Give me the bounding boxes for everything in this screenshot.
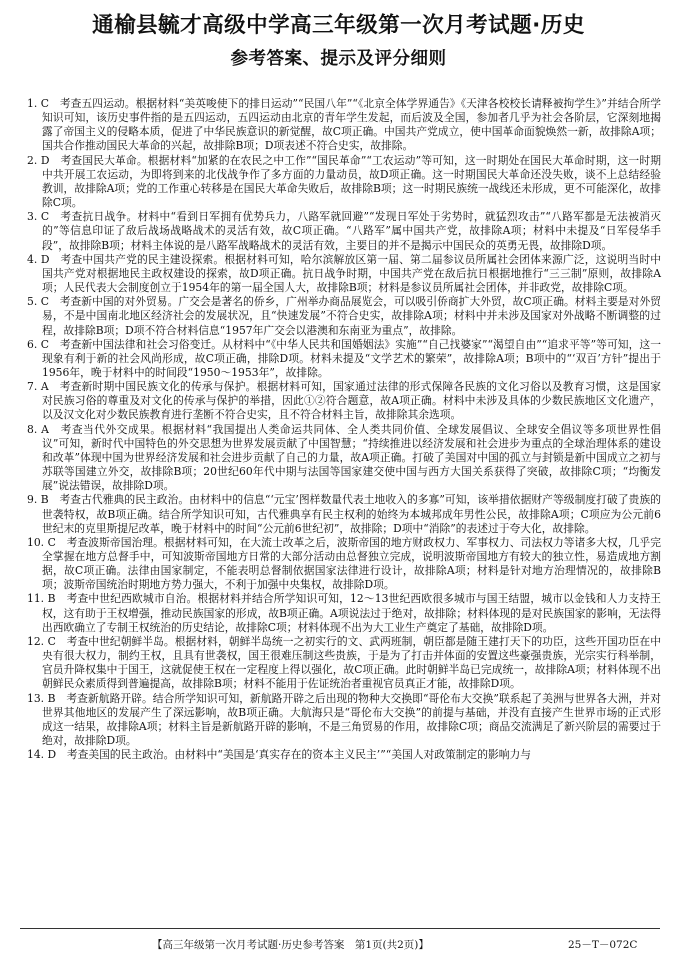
answer-item-12: 12. C 考查中世纪朝鲜半岛。根据材料，朝鲜半岛统一之初实行的文、武两班制，朝臣都是随王建打天下的功臣，这些开国功臣在中央有很大权力，制约王权，且具有世袭权，国王很难压制这些贵族，于是为了打击并体面的安置这些豪强贵族，光宗实行科举制，官员升降权集中于国王，这就促使王权在一定程度上得以强化，故C项正确。此时朝鲜半岛已完成统一，故排除A项；材料体现不出朝鲜民众素质得到普遍提高，故排除B项；材料不能用于佐证统治者重视官员真正才能，故排除D项。	[27, 634, 661, 691]
footer-page-info: 【高三年级第一次月考试题·历史参考答案 第1页(共2页)】	[152, 939, 429, 951]
page-subtitle: 参考答案、提示及评分细则	[230, 49, 447, 69]
answer-item-14: 14. D 考查美国的民主政治。由材料中“美国是‘真实存在的资本主义民主’”“美国人对政策制定的影响力与	[27, 748, 531, 762]
answer-item-13: 13. B 考查新航路开辟。结合所学知识可知，新航路开辟之后出现的物种大交换即“哥伦布大交换”联系起了美洲与世界各大洲，并对世界其他地区的发展产生了深远影响，故B项正确。大航海只是“哥伦布大交换”的前提与基础，并没有直接产生世界市场的正式形成这一结果，故排除A项；材料主旨是新航路开辟的影响，不是三角贸易的作用，故排除C项；商品交流满足了新兴阶层的需要过于绝对，故排除D项。	[27, 691, 661, 748]
answer-list	[27, 97, 661, 762]
answer-item-1: 1. C 考查五四运动。根据材料“美英唆使下的排日运动”“民国八年”“《北京全体学界通告》《天津各校校长请释被拘学生》”并结合所学知识可知，该历史事件指的是五四运动，五四运动由北京的青年学生发起，而后波及全国，参加者几乎为社会各阶层，它深刻地揭露了帝国主义的侵略本质，促进了中华民族意识的新觉醒，故C项正确。中国共产党成立，使中国革命面貌焕然一新，故排除A项；国共合作推动国民大革命的兴起，故排除B项；D项表述不符合史实，故排除。	[27, 97, 661, 153]
answer-item-7: 7. A 考查新时期中国民族文化的传承与保护。根据材料可知，国家通过法律的形式保障各民族的文化习俗以及教育习惯，这是国家对民族习俗的尊重及对文化的传承与保护的举措，因此①②符合题意，故A项正确。材料中未涉及具体的少数民族地区文化遗产，以及汉文化对少数民族教育进行垄断不符合史实，且不符合材料主旨，故排除其余选项。	[27, 380, 661, 422]
answer-item-9: 9. B 考查古代雅典的民主政治。由材料中的信息“‘元宝’图样数量代表土地收入的多寡”可知，该举措依据财产等级制度打破了贵族的世袭特权，故B项正确。结合所学知识可知，古代雅典享有民主权利的始终为本城邦成年男性公民，故排除A项；C项应为公元前6世纪末的克里斯提尼改革，晚于材料中的时间“公元前6世纪初”，故排除；D项中“消除”的表述过于夸大化，故排除。	[27, 493, 661, 535]
footer-exam-code: 25－T－072C	[568, 939, 638, 951]
answer-item-11: 11. B 考查中世纪西欧城市自治。根据材料并结合所学知识可知，12～13世纪西欧很多城市与国王结盟，城市以金钱和人力支持王权，这有助于王权增强，推动民族国家的形成，故B项正确。A项说法过于绝对，故排除；材料体现的是对民族国家的影响，无法得出西欧确立了专制王权统治的历史结论，故排除C项；材料体现不出为大工业生产奠定了基础，故排除D项。	[27, 592, 661, 634]
answer-item-4: 4. D 考查中国共产党的民主建设探索。根据材料可知，哈尔滨解放区第一届、第二届参议员所属社会团体来源广泛，这说明当时中国共产党对根据地民主政权建设的探索，故D项正确。抗日战争时期，中国共产党在敌后抗日根据地推行“三三制”原则，故排除A项；人民代表大会制度创立于1954年的第一届全国人大，故排除B项；材料是参议员所属社会团体，并非政党，故排除C项。	[27, 252, 661, 295]
footer-divider	[20, 928, 660, 929]
answer-item-2: 2. D 考查国民大革命。根据材料“加紧的在农民之中工作”“国民革命”“工农运动”等可知，这一时期处在国民大革命时期，这一时期中共开展工农运动，为即将到来的北伐战争作了多方面的力量动员，故D项正确。这一时期国民大革命还没失败，谈不上总结经验教训，故排除A项；党的工作重心转移是在国民大革命失败后，故排除B项；这一时期民族统一战线还未形成，更不可能深化，故排除C项。	[27, 153, 661, 210]
answer-item-8: 8. A 考查当代外交成果。根据材料“我国提出人类命运共同体、全人类共同价值、全球发展倡议、全球安全倡议等多项世界性倡议”可知，新时代中国特色的外交思想为世界发展贡献了中国智慧；“持续推进以经济发展和社会进步为重点的全球治理体系的建设和改革”体现中国为世界经济发展和社会进步贡献了自己的力量，故A项正确。打破了美国对中国的孤立与封锁是新中国成立之初与苏联等国建立外交，故排除B项；20世纪60年代中期与法国等国家建交使中国与西方大国关系获得了突破，故排除C项；“均衡发展”说法错误，故排除D项。	[27, 422, 661, 493]
page-footer	[0, 937, 677, 953]
answer-item-3: 3. C 考查抗日战争。材料中“看到日军拥有优势兵力，八路军就回避”“发现日军处于劣势时，就猛烈攻击”“八路军都是无法被消灭的”等信息印证了敌后战场战略战术的灵活有效，故C项正确。“八路军”属中国共产党，故排除A项；材料中未提及“日军侵华手段”，故排除B项；材料主体说的是八路军战略战术的灵活有效，主要目的并不是揭示中国民众的英勇无畏，故排除D项。	[27, 210, 661, 252]
page-title: 通榆县毓才高级中学高三年级第一次月考试题·历史	[92, 13, 585, 38]
answer-item-6: 6. C 考查新中国法律和社会习俗变迁。从材料中“《中华人民共和国婚姻法》实施”“自己找婆家”“渴望自由”“追求平等”等可知，这一现象有利于新的社会风尚形成，故C项正确，排除D项。材料未提及“文学艺术的繁荣”，故排除A项；B项中的“‘双百’方针”提出于1956年，晚于材料中的时间段“1950～1953年”，故排除。	[27, 337, 661, 379]
answer-item-10: 10. C 考查波斯帝国治理。根据材料可知，在大流士改革之后，波斯帝国的地方财政权力、军事权力、司法权力等诸多大权，几乎完全掌握在地方总督手中，可知波斯帝国地方日常的大部分活动由总督独立完成，说明波斯帝国地方有较大的独立性，易造成地方割据，故C项正确。法律由国家制定，不能表明总督制依据国家法律进行设计，故排除A项；材料是针对地方治理情况的，故排除B项；波斯帝国统治时期地方势力强大，不利于加强中央集权，故排除D项。	[27, 535, 661, 592]
answer-item-5: 5. C 考查新中国的对外贸易。广交会是著名的侨乡，广州举办商品展览会，可以吸引侨商扩大外贸，故C项正确。材料主要是对外贸易，不是中国南北地区经济社会的发展状况，且“快速发展”不符合史实，故排除A项；材料中并未涉及国家对外战略不断调整的过程，故排除B项；D项不符合材料信息“1957年广交会以港澳和东南亚为重点”，故排除。	[27, 295, 661, 337]
